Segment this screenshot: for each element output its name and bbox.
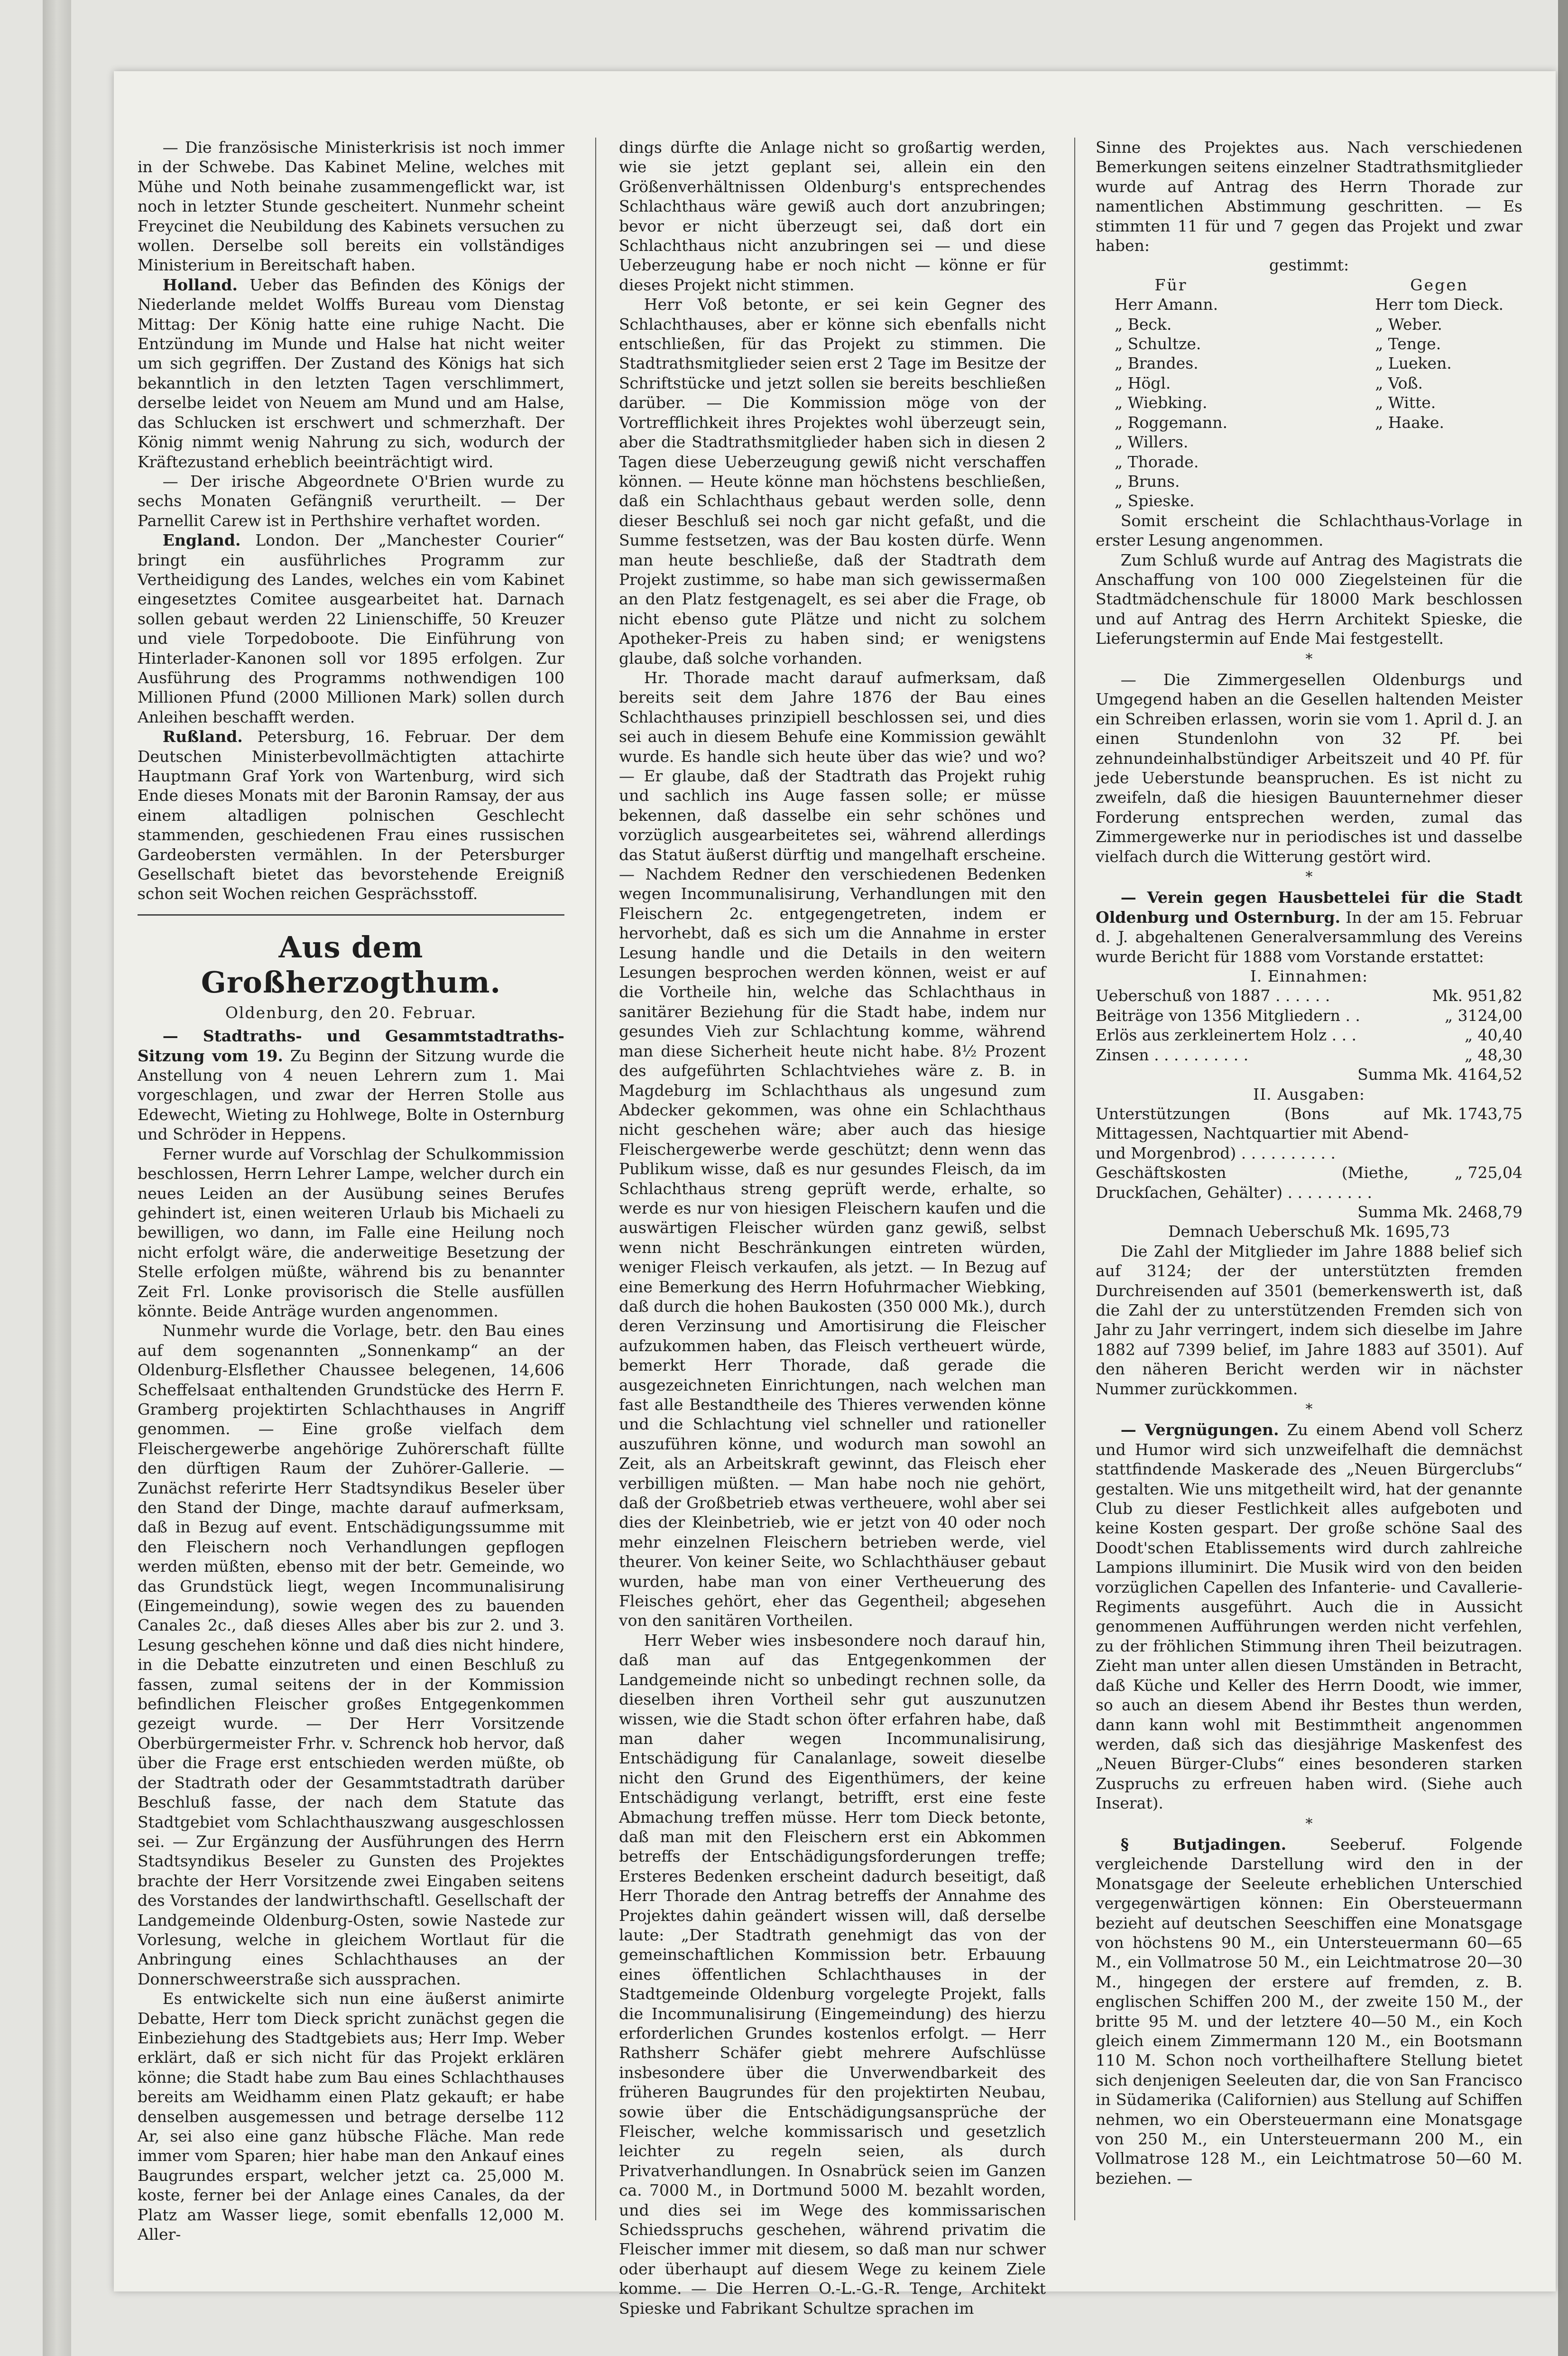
- vote-for-entry: „ Bruns.: [1115, 472, 1180, 491]
- article-heading: — Verein gegen Hausbettelei für die Stadt Oldenburg und Osternburg.: [1096, 888, 1522, 927]
- surplus: Demnach Ueberschuß Mk. 1695,73: [1168, 1222, 1450, 1241]
- paragraph-verein: — Verein gegen Hausbettelei für die Stadt Oldenburg und Osternburg. In der am 15. Februar d. J. abgehaltenen Generalversammlung des Vereins wurde Bericht für 1888 vom Vorstande erstattet:: [1096, 888, 1522, 966]
- paragraph-voss: Herr Voß betonte, er sei kein Gegner des Schlachthauses, aber er könne sich ebenfalls nicht entschließen, für das Projekt zu stimmen. Die Stadtrathsmitglieder seien erst 2 Tage im Besitze der Schriftstücke und jetzt sollen sie bereits beschließen darüber. — Die Kommission möge von der Vortrefflichkeit ihres Projektes wohl überzeugt sein, aber die Stadtrathsmitglieder haben sich in diesen 2 Tagen diese Ueberzeugung gewiß nicht verschaffen können. — Heute könne man höchstens beschließen, daß ein Schlachthaus gebaut werden solle, denn dieser Beschluß sei noch gar nicht gefaßt, und die Summe festsetzen, was der Bau kosten dürfe. Wenn man heute beschließe, daß der Stadtrath dem Projekt zustimme, so habe man sich gewissermaßen an den Platz festgenagelt, es sei aber die Frage, ob nicht ebenso gute Plätze und nicht zu solchem Apotheker-Preis zu haben sind; er wenigstens glaube, daß solche vorhanden.: [619, 295, 1046, 668]
- country-heading: Holland.: [162, 275, 238, 294]
- account-value: „ 725,04: [1454, 1163, 1522, 1182]
- income-title: I. Einnahmen:: [1250, 967, 1368, 986]
- separator-star: *: [1305, 1401, 1313, 1418]
- separator-star: *: [1305, 1815, 1313, 1832]
- separator-star: *: [1305, 650, 1313, 668]
- column-divider: [1074, 138, 1075, 2220]
- vote-for-entry: „ Högl.: [1115, 373, 1171, 392]
- account-row: [1096, 1045, 1522, 1065]
- book-binding-edge: [43, 0, 71, 2356]
- expense-sum: Summa Mk. 2468,79: [1357, 1202, 1522, 1221]
- vote-for-list: [1115, 295, 1227, 510]
- paragraph-holland: Holland. Ueber das Befinden des Königs der Niederlande meldet Wolffs Bureau vom Dienstag Mittag: Der König hatte eine ruhige Nacht. Die Entzündung im Munde und Halse hat nicht weiter um sich gegriffen. Der Zustand des Königs hat sich bekanntlich in den letzten Tagen verschlimmert, derselbe leidet von Neuem am Mund und am Halse, das Schlucken ist erschwert und schmerzhaft. Der König nimmt wenig Nahrung zu sich, wodurch der Kräftezustand erheblich beeinträchtigt wird.: [138, 275, 564, 471]
- vote-for-entry: „ Thorade.: [1115, 452, 1199, 471]
- paragraph-stadtrath: — Stadtraths- und Gesammtstadtraths-Sitzung vom 19. Zu Beginn der Sitzung wurde die Anstellung von 4 neuen Lehrern zum 1. Mai vorgeschlagen, und zwar der Herren Stolle aus Edewecht, Wieting zu Hohlwege, Bolte in Osternburg und Schröder in Heppens.: [138, 1027, 564, 1144]
- vote-against-entry: „ Witte.: [1375, 393, 1436, 412]
- paragraph-lampe: Ferner wurde auf Vorschlag der Schulkommission beschlossen, Herrn Lehrer Lampe, welcher durch ein neues Leiden an der Ausübung seines Berufes gehindert ist, einen weiteren Urlaub bis Michaeli zu bewilligen, wo dann, im Falle eine Heilung noch nicht erfolgt wäre, die anderweitige Besetzung der Stelle erfolgen müßte, während bis zu benannter Zeit Frl. Lonke provisorisch die Stelle ausfüllen könnte. Beide Anträge wurden angenommen.: [138, 1144, 564, 1320]
- paragraph-thorade: Hr. Thorade macht darauf aufmerksam, daß bereits seit dem Jahre 1876 der Bau eines Schlachthauses prinzipiell beschlossen sei, und dies sei auch in diesem Behufe eine Kommission gewählt wurde. Es handle sich heute über das wie? und wo? — Er glaube, daß der Stadtrath das Projekt ruhig und sachlich ins Auge fassen solle; er müsse bekennen, daß dasselbe ein sehr schönes und vorzüglich ausgearbeitetes sei, während allerdings das Statut äußerst dürftig und mangelhaft erscheine. — Nachdem Redner den verschiedenen Bedenken wegen Incommunalisirung, Verhandlungen mit den Fleischern 2c. entgegengetreten, indem er hervorhebt, daß es sich um die Annahme in erster Lesung handle und die Details in den weitern Lesungen besprochen werden können, weist er auf die Vortheile hin, welche das Schlachthaus in sanitärer Beziehung für die Stadt habe, indem nur gesundes Vieh zur Schlachtung komme, während man diese Sicherheit heute nicht habe. 8½ Prozent des aufgeführten Schlachtviehes wäre z. B. in Magdeburg im Schlachthaus als ungesund zum Abdecker gekommen, was ohne ein Schlachthaus nicht geschehen wäre; aber auch das hiesige Fleischergewerbe werde geschützt; denn wenn das Publikum wisse, daß es nur gesundes Fleisch, da im Schlachthaus streng geprüft werde, erhalte, so werde es nur von hiesigen Fleischern kaufen und die auswärtigen Fleischer würden ganz gewiß, selbst wenn nicht Beschränkungen eintreten würden, weniger Fleisch verkaufen, als jetzt. — In Bezug auf eine Bemerkung des Herrn Hofuhrmacher Wiebking, daß durch die hohen Baukosten (350 000 Mk.), durch deren Verzinsung und Amortisirung die Fleischer aufzukommen haben, das Fleisch vertheuert würde, bemerkt Herr Thorade, daß gerade die ausgezeichneten Einrichtungen, nach welchen man fast alle Bestandtheile des Thieres verwenden könne und die Schlachtung viel schneller und rationeller auszuführen könne, und wodurch man sowohl an Zeit, als an Arbeitskraft gewinnt, das Fleisch eher verbilligen müßten. — Man habe noch nie gehört, daß der Großbetrieb etwas vertheuere, wohl aber sei dies der Kleinbetrieb, wie er jetzt von 40 oder noch mehr einzelnen Fleischern betrieben werde, viel theurer. Von keiner Seite, wo Schlachthäuser gebaut wurden, habe man von einer Vertheuerung des Fleisches gehört, eher das Gegentheil; abgesehen von den sanitären Vortheilen.: [619, 668, 1046, 1630]
- vote-header: gestimmt:: [1269, 256, 1349, 275]
- paragraph-weber: Herr Weber wies insbesondere noch darauf hin, daß man auf das Entgegenkommen der Landgemeinde nicht so unbedingt rechnen solle, da dieselben ihren Vortheil sehr gut auszunutzen wissen, wie die Stadt schon öfter erfahren habe, daß man daher wegen Incommunalisirung, Entschädigung für Canalanlage, soweit dieselbe nicht den Grund des Eigenthümers, der keine Entschädigung verlangt, betrifft, erst eine feste Abmachung treffen müsse. Herr tom Dieck betonte, daß man mit den Fleischern erst ein Abkommen betreffs der Entschädigungsforderungen treffe; Ersteres Bedenken erscheint dadurch beseitigt, daß Herr Thorade den Antrag betreffs der Annahme des Projektes dahin geändert wissen will, daß derselbe laute: „Der Stadtrath genehmigt das von der gemeinschaftlichen Kommission betr. Erbauung eines öffentlichen Schlachthauses in der Stadtgemeinde Oldenburg vorgelegte Projekt, falls die Incommunalisirung (Eingemeindung) des hierzu erforderlichen Grundes kostenlos erfolgt. — Herr Rathsherr Schäfer giebt mehrere Aufschlüsse insbesondere über die Unverwendbarkeit des früheren Baugrundes für den projektirten Neubau, sowie über die Entschädigungsansprüche der Fleischer, welche kommissarisch und gesetzlich leichter zu regeln seien, als durch Privatverhandlungen. In Osnabrück seien im Ganzen ca. 7000 M., in Dortmund 5000 M. bezahlt worden, und dies sei im Wege des kommissarischen Schiedsspruchs geschehen, während privatim die Fleischer immer mit diesem, so daß man nur schwer oder überhaupt auf diesem Wege zu keinem Ziele komme. — Die Herren O.-L.-G.-R. Tenge, Architekt Spieske und Fabrikant Schultze sprachen im: [619, 1631, 1046, 2318]
- account-row: [1096, 1104, 1522, 1163]
- paragraph-france: — Die französische Ministerkrisis ist noch immer in der Schwebe. Das Kabinet Meline, welches mit Mühe und Noth beinahe zusammengeflickt war, ist noch in letzter Stunde gescheitert. Nunmehr scheint Freycinet die Neubildung des Kabinets versuchen zu wollen. Derselbe soll bereits ein vollständiges Ministerium in Bereitschaft haben.: [138, 138, 564, 275]
- paragraph-ziegelsteine: Zum Schluß wurde auf Antrag des Magistrats die Anschaffung von 100 000 Ziegelsteinen für die Stadtmädchenschule für 18000 Mark beschlossen und auf Antrag des Herrn Architekt Spieske, die Lieferungstermin auf Ende Mai festgestellt.: [1096, 550, 1522, 648]
- vote-for-entry: „ Roggemann.: [1115, 413, 1228, 432]
- vote-against-entry: „ Haake.: [1375, 413, 1444, 432]
- account-row: [1096, 1025, 1522, 1045]
- vote-for-entry: „ Spieske.: [1115, 492, 1195, 510]
- vote-against-list: [1375, 295, 1503, 432]
- separator-star: *: [1305, 869, 1313, 886]
- account-value: Mk. 951,82: [1432, 986, 1522, 1005]
- column-3: [1096, 138, 1522, 2188]
- paragraph-mitglieder: Die Zahl der Mitglieder im Jahre 1888 belief sich auf 3124; der der unterstützten fremden Durchreisenden auf 3501 (bemerkenswerth ist, daß die Zahl der zu unterstützenden Fremden sich von Jahr zu Jahr verringert, indem sich dieselbe im Jahre 1882 auf 7399 belief, im Jahre 1883 auf 3501). Auf den näheren Bericht werden wir in nächster Nummer zurückkommen.: [1096, 1242, 1522, 1398]
- vote-for-entry: „ Schultze.: [1115, 334, 1201, 353]
- column-divider: [595, 138, 596, 2220]
- paragraph-result: Somit erscheint die Schlachthaus-Vorlage in erster Lesung angenommen.: [1096, 511, 1522, 550]
- section-heading: Aus dem Großherzogthum.: [201, 929, 501, 1000]
- accounts: [1096, 966, 1522, 1242]
- paragraph-obrien: — Der irische Abgeordnete O'Brien wurde zu sechs Monaten Gefängniß verurtheilt. — Der Parnellit Carew ist in Perthshire verhaftet worden.: [138, 472, 564, 530]
- vote-for-entry: „ Willers.: [1115, 433, 1189, 452]
- account-row: [1096, 1006, 1522, 1025]
- account-value: „ 48,30: [1464, 1045, 1522, 1064]
- paragraph-zimmergesellen: — Die Zimmergesellen Oldenburgs und Umgegend haben an die Gesellen haltenden Meister ein Schreiben erlassen, worin sie vom 1. April d. J. an einen Stundenlohn von 32 Pf. bei zehnundeinhalbstündiger Arbeitszeit und 40 Pf. für jede Ueberstunde beanspruchen. Es ist nicht zu zweifeln, daß die hiesigen Bauunternehmer dieser Forderung entsprechen werden, zumal das Zimmergewerke nur in periodisches ist und dasselbe vielfach durch die Witterung gestört wird.: [1096, 670, 1522, 866]
- vote-for-entry: Herr Amann.: [1115, 295, 1218, 314]
- paragraph-continued: Sinne des Projektes aus. Nach verschiedenen Bemerkungen seitens einzelner Stadtrathsmitglieder wurde auf Antrag des Herrn Thorade zur namentlichen Abstimmung geschritten. — Es stimmten 11 für und 7 gegen das Projekt und zwar haben:: [1096, 138, 1522, 255]
- vote-for-column: [1115, 275, 1227, 511]
- section-separator: [138, 914, 564, 916]
- paragraph-england: England. London. Der „Manchester Courier“ bringt ein ausführliches Programm zur Vertheidigung des Landes, welches ein vom Kabinet eingesetztes Comitee ausgearbeitet hat. Darnach sollen gebaut werden 22 Linienschiffe, 50 Kreuzer und viele Torpedoboote. Die Einführung von Hinterlader-Kanonen soll vor 1895 erfolgen. Zur Ausführung des Programms nothwendigen 100 Millionen Pfund (2000 Millionen Mark) sollen durch Anleihen beschafft werden.: [138, 531, 564, 726]
- account-value: „ 3124,00: [1444, 1006, 1522, 1025]
- country-heading: England.: [162, 531, 241, 550]
- account-label: Zinsen . . . . . . . . . .: [1096, 1045, 1249, 1064]
- paragraph-schlachthaus: Nunmehr wurde die Vorlage, betr. den Bau eines auf dem sogenannten „Sonnenkamp“ an der Oldenburg-Elsflether Chaussee belegenen, 14,606 Scheffelsaat enthaltenden Grundstücke des Herrn F. Gramberg projektirten Schlachthauses in Angriff genommen. — Eine große vielfach dem Fleischergewerbe angehörige Zuhörerschaft füllte den dürftigen Raum der Zuhörer-Gallerie. — Zunächst referirte Herr Stadtsyndikus Beseler über den Stand der Dinge, machte darauf aufmerksam, daß in Bezug auf event. Entschädigungssumme mit den Fleischern noch Verhandlungen gepflogen werden müßten, ebenso mit der betr. Gemeinde, wo das Grundstück liegt, wegen Incommunalisirung (Eingemeindung), sowie wegen des zu bauenden Canales 2c., daß dieses Alles aber bis zur 2. und 3. Lesung geschehen könne und daß dies nicht hindere, in die Debatte einzutreten und einen Beschluß zu fassen, zumal seitens der in der Kommission befindlichen Fleischer großes Entgegenkommen gezeigt wurde. — Der Herr Vorsitzende Oberbürgermeister Frhr. v. Schrenck hob hervor, daß über die Frage erst entschieden werden müßte, ob der Stadtrath oder der Gesammtstadtrath darüber Beschluß fasse, der nach dem Statute das Stadtgebiet vom Schlachthauszwang ausgeschlossen sei. — Zur Ergänzung der Ausführungen des Herrn Stadtsyndikus Beseler zu Gunsten des Projektes brachte der Herr Vorsitzende zwei Eingaben seitens des Vorstandes der landwirthschaftl. Gesellschaft der Landgemeinde Oldenburg-Osten, sowie Nastede zur Vorlesung, welche in gleichem Wortlaut für die Anbringung eines Schlachthauses an der Donnerschweerstraße sich aussprachen.: [138, 1321, 564, 1988]
- account-label: Beiträge von 1356 Mitgliedern . .: [1096, 1006, 1360, 1025]
- article-heading: — Stadtraths- und Gesammtstadtraths-Sitzung vom 19.: [138, 1027, 564, 1065]
- column-1: [138, 138, 564, 2244]
- paragraph-debatte: Es entwickelte sich nun eine äußerst animirte Debatte, Herr tom Dieck spricht zunächst gegen die Einbeziehung des Stadtgebiets aus; Herr Imp. Weber erklärt, daß er sich nicht für das Projekt erklären könne; die Stadt habe zum Bau eines Schlachthauses bereits am Weidhamm einen Platz gekauft; er habe denselben ausgemessen und betrage derselbe 112 Ar, sei also eine ganz hübsche Fläche. Man rede immer vom Sparen; hier habe man den Ankauf eines Baugrundes erspart, welcher jetzt ca. 25,000 M. koste, ferner bei der Anlage eines Canales, da der Platz am Wasser liege, somit ebenfalls 12,000 M. Aller-: [138, 1989, 564, 2244]
- expense-title: II. Ausgaben:: [1253, 1085, 1365, 1104]
- account-value: „ 40,40: [1464, 1026, 1522, 1045]
- vote-against-label: Gegen: [1410, 275, 1469, 294]
- account-row: [1096, 986, 1522, 1005]
- vote-against-column: [1375, 275, 1503, 511]
- article-heading: — Vergnügungen.: [1120, 1420, 1279, 1439]
- vote-against-entry: Herr tom Dieck.: [1375, 295, 1503, 314]
- dateline: Oldenburg, den 20. Februar.: [225, 1003, 477, 1022]
- vote-for-entry: „ Wiebking.: [1115, 393, 1208, 412]
- paragraph-russia: Rußland. Petersburg, 16. Februar. Der dem Deutschen Ministerbevollmächtigten attachirte Hauptmann Graf York von Wartenburg, wird sich Ende dieses Monats mit der Baronin Ramsay, der aus einem altadligen polnischen Geschlecht stammenden, geschiedenen Frau eines russischen Gardeobersten vermählen. In der Petersburger Gesellschaft bietet das bevorstehende Ereigniß schon seit Wochen reichen Gesprächsstoff.: [138, 727, 564, 903]
- paragraph-vergnuegungen: — Vergnügungen. Zu einem Abend voll Scherz und Humor wird sich unzweifelhaft die demnächst stattfindende Maskerade des „Neuen Bürgerclubs“ gestalten. Wie uns mitgetheilt wird, hat der genannte Club zu dieser Festlichkeit alles aufgeboten und keine Kosten gespart. Der große schöne Saal des Doodt'schen Etablissements wird durch zahlreiche Lampions illuminirt. Die Musik wird von den beiden vorzüglichen Capellen des Infanterie- und Cavallerie-Regiments ausgeführt. Auch die in Aussicht genommenen Aufführungen werden nicht verfehlen, zu der fröhlichen Stimmung ihren Theil beizutragen. Zieht man unter allen diesen Umständen in Betracht, daß Küche und Keller des Herrn Doodt, wie immer, so auch an diesem Abend ihr Bestes thun werden, dann kann wohl mit Bestimmtheit angenommen werden, daß sich das diesjährige Maskenfest des „Neuen Bürger-Clubs“ eines besonderen starken Zuspruchs zu erfreuen haben wird. (Siehe auch Inserat).: [1096, 1420, 1522, 1813]
- vote-for-entry: „ Brandes.: [1115, 354, 1199, 373]
- paragraph-continued: dings dürfte die Anlage nicht so großartig werden, wie sie jetzt geplant sei, allein ein den Größenverhältnissen Oldenburg's entsprechendes Schlachthaus wäre gewiß auch dort anzubringen; bevor er nicht überzeugt sei, daß dort ein Schlachthaus nicht anzubringen sei — und diese Ueberzeugung habe er noch nicht — könne er für dieses Projekt nicht stimmen.: [619, 138, 1046, 294]
- account-label: Unterstützungen (Bons auf Mittagessen, Nachtquartier mit Abend- und Morgenbrod) . . . . . . . . . .: [1096, 1104, 1409, 1162]
- account-row: [1096, 1163, 1522, 1202]
- vote-against-entry: „ Weber.: [1375, 315, 1442, 334]
- income-rows: [1096, 986, 1522, 1065]
- vote-for-entry: „ Beck.: [1115, 315, 1172, 334]
- vote-for-label: Für: [1154, 275, 1188, 294]
- vote-against-entry: „ Voß.: [1375, 373, 1423, 392]
- vote-against-entry: „ Tenge.: [1375, 334, 1441, 353]
- account-label: Erlös aus zerkleinertem Holz . . .: [1096, 1026, 1357, 1045]
- paragraph-butjadingen: § Butjadingen. Seeberuf. Folgende vergleichende Darstellung wird den in der Monatsgage der Seeleute erheblichen Unterschied vergegenwärtigen können: Ein Obersteuermann bezieht auf deutschen Seeschiffen eine Monatsgage von höchstens 90 M., ein Untersteuermann 60—65 M., ein Vollmatrose 50 M., ein Leichtmatrose 20—30 M., hingegen der erstere auf fremden, z. B. englischen Schiffen 200 M., der zweite 150 M., der britte 95 M. und der letztere 40—50 M., ein Koch gleich einem Zimmermann 120 M., ein Bootsmann 110 M. Schon noch vortheilhaftere Stellung bietet sich denjenigen Seeleuten dar, die von San Francisco in Südamerika (Californien) aus Stellung auf Schiffen nehmen, wo ein Obersteuermann eine Monatsgage von 250 M., ein Untersteuermann 200 M., ein Vollmatrose 128 M., ein Leichtmatrose 50—60 M. beziehen. —: [1096, 1835, 1522, 2188]
- article-heading: § Butjadingen.: [1120, 1835, 1287, 1854]
- vote-table: [1096, 275, 1522, 511]
- account-value: Mk. 1743,75: [1422, 1104, 1522, 1123]
- scan-border: [1558, 0, 1568, 2356]
- country-heading: Rußland.: [162, 727, 243, 746]
- account-label: Geschäftskosten (Miethe, Druckſachen, Gehälter) . . . . . . . . .: [1096, 1163, 1409, 1202]
- expense-rows: [1096, 1104, 1522, 1202]
- account-label: Ueberschuß von 1887 . . . . . .: [1096, 986, 1330, 1005]
- income-sum: Summa Mk. 4164,52: [1357, 1065, 1522, 1084]
- vote-against-entry: „ Lueken.: [1375, 354, 1452, 373]
- column-2: [619, 138, 1046, 2318]
